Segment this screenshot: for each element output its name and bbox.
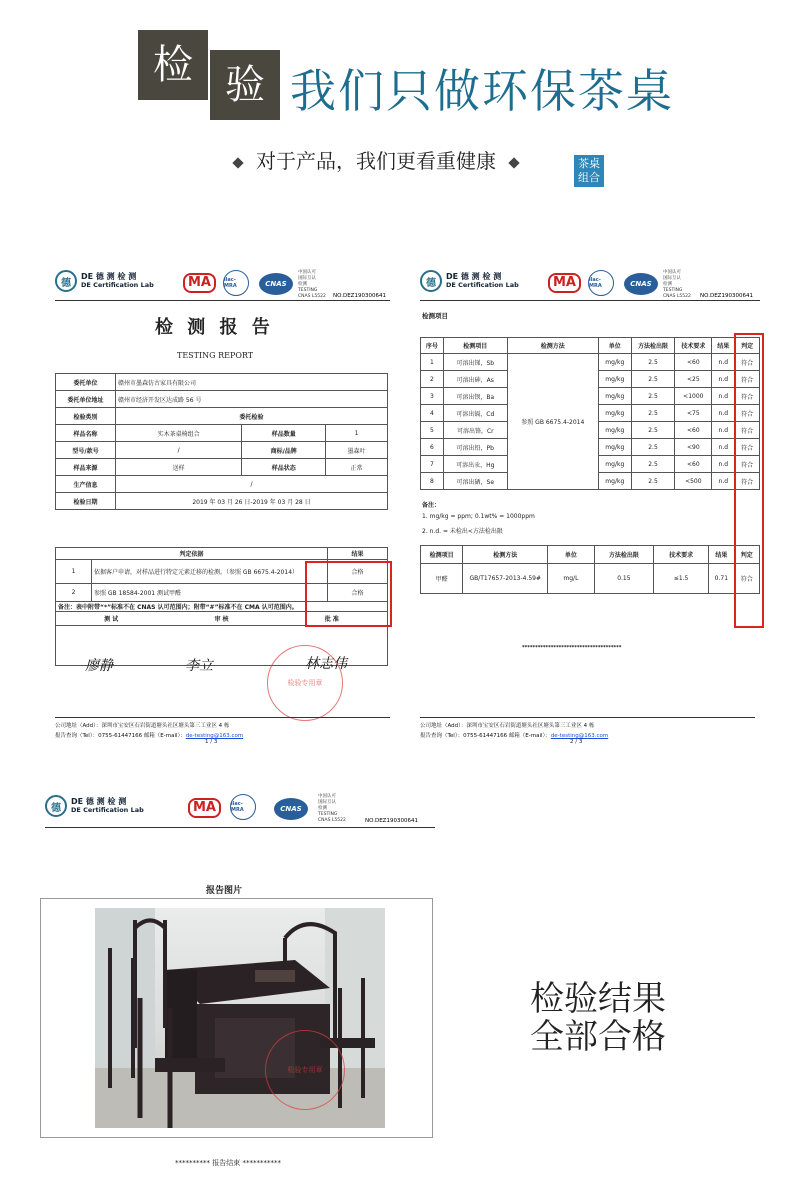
note-1: 1. mg/kg = ppm; 0.1wt% = 1000ppm (422, 513, 535, 520)
lab-name-cn: DE 德 测 检 测 (81, 272, 137, 281)
page-number: 2 / 3 (570, 739, 583, 745)
report-number: NO.DEZ190300641 (365, 818, 418, 824)
header-block-1: 检 (138, 30, 208, 100)
ilac-mra-logo: ilac-MRA (223, 270, 249, 296)
ilac-mra-logo: ilac-MRA (588, 270, 614, 296)
email-link[interactable]: de-testing@163.com (185, 733, 244, 739)
cnas-text: 中国认可 国际互认 检测 TESTING CNAS L5522 (663, 270, 691, 299)
de-logo-icon: 德 (55, 270, 77, 292)
tea-table-illustration (95, 908, 385, 1128)
inspection-seal: 检验专用章 (267, 645, 343, 721)
diamond-icon (508, 157, 519, 168)
result-line-2: 全部合格 (530, 1017, 666, 1057)
signature-reviewer: 李立 (185, 658, 213, 674)
lab-name-en: DE Certification Lab (81, 281, 154, 289)
cnas-logo: CNAS (259, 273, 293, 295)
cma-logo: MA (188, 798, 221, 818)
cnas-logo: CNAS (624, 273, 658, 295)
end-stars: ************************************** (522, 645, 622, 651)
signature-approver: 林志伟 (305, 656, 347, 672)
subtitle-text: 对于产品，我们更看重健康 (256, 149, 496, 173)
report-number: NO.DEZ190300641 (333, 293, 386, 299)
lab-logo (420, 270, 519, 292)
brand-seal: 茶桌组合 (574, 155, 604, 187)
footer-address: 公司地址（Add）：深圳市宝安区石岩街道塘头社区塘头第三工业区 4 栋 (420, 723, 595, 729)
section-title: 检测项目 (422, 312, 448, 320)
cnas-logo: CNAS (274, 798, 308, 820)
ilac-mra-logo: ilac-MRA (230, 794, 256, 820)
result-highlight-box (305, 561, 392, 627)
footer-address: 公司地址（Add）：深圳市宝安区石岩街道塘头社区塘头第三工业区 4 栋 (55, 723, 230, 729)
photo-section-title: 报告图片 (206, 886, 243, 896)
lab-name-cn: DE 德 测 检 测 (71, 797, 127, 806)
lab-name-en: DE Certification Lab (71, 806, 144, 814)
report-end: ********** 报告结束 *********** (175, 1159, 281, 1167)
page-title: 我们只做环保茶桌 (290, 64, 674, 118)
diamond-icon (232, 157, 243, 168)
page-number: 1 / 3 (205, 739, 218, 745)
signature-tester: 廖静 (85, 658, 113, 674)
product-photo (95, 908, 385, 1128)
email-link[interactable]: de-testing@163.com (550, 733, 609, 739)
lab-name-cn: DE 德 测 检 测 (446, 272, 502, 281)
inspection-seal: 检验专用章 (265, 1030, 345, 1110)
info-table: 委托单位 赣州市墨森仿古家具有限公司 委托单位地址 赣州市经济开发区达成路 56 号 检验类别 委托检验 样品名称 实木茶桌椅组合 样品数量 1 型号/款号 / 商标/品牌 墨森叶 样品来源 送样 样品状态 正常 生产信息 / 检验日期 2019 年 03 月 26 日-2019 年 03 月 28 日 (55, 373, 388, 510)
header-block-2: 验 (210, 50, 280, 120)
de-logo-icon: 德 (45, 795, 67, 817)
report-page-3 (40, 790, 440, 1180)
cnas-text: 中国认可 国际互认 检测 TESTING CNAS L5522 (298, 270, 326, 299)
result-line-1: 检验结果 (530, 979, 666, 1019)
result-text (530, 980, 666, 1056)
cma-logo: MA (548, 273, 581, 293)
formaldehyde-table: 检测项目 检测方法 单位 方法检出限 技术要求 结果 判定 甲醛 GB/T17657-2013-4.59# mg/L 0.15 ≤1.5 0.71 符合 (420, 545, 760, 594)
cma-logo: MA (183, 273, 216, 293)
footer-contact: 报告查询（Tel）：0755-61447166 邮箱（E-mail）：de-testing@163.com (55, 733, 244, 739)
report-page-1 (55, 265, 395, 745)
page-subtitle (220, 145, 532, 174)
lab-logo (45, 795, 144, 817)
cnas-text: 中国认可 国际互认 检测 TESTING CNAS L5522 (318, 794, 346, 823)
test-items-table: 序号 检测项目 检测方法 单位 方法检出限 技术要求 结果 判定 1 可溶出锑，Sb 参照 GB 6675.4-2014 mg/kg 2.5 <60 n.d 符合 2 可溶出砷，As mg/kg 2.5 <25 n.d 符合 3 可溶出钡，Ba mg/kg 2.5 <1000 n.d 符合 4 可溶出镉，Cd mg/kg 2.5 <75 n.d 符合 5 可溶出铬，Cr mg/kg 2.5 <60 n.d 符合 6 可溶出铅，Pb mg/kg 2.5 <90 n.d 符合 7 可溶出汞，Hg mg/kg 2.5 <60 n.d 符合 8 可溶出硒，Se mg/kg 2.5 <500 n.d 符合 (420, 337, 760, 490)
de-logo-icon: 德 (420, 270, 442, 292)
report-number: NO.DEZ190300641 (700, 293, 753, 299)
report-page-2 (420, 265, 765, 745)
report-subtitle: TESTING REPORT (177, 351, 254, 360)
basis-table: 判定依据 结果 1 依据客户申请，对样品进行特定元素迁移的检测。（参照 GB 6675.4-2014） 合格 2 参照 GB 18584-2001 测试甲醛 合格 备注：表中附带“*”标准不在 CNAS 认可范围内；附带“#”标准不在 CMA 认可范围内。 测 试 审 核 批 准 (55, 547, 388, 666)
report-title: 检 测 报 告 (155, 317, 274, 338)
footer-contact: 报告查询（Tel）：0755-61447166 邮箱（E-mail）：de-testing@163.com (420, 733, 609, 739)
lab-name-en: DE Certification Lab (446, 281, 519, 289)
lab-logo (55, 270, 154, 292)
judgement-highlight-box (734, 333, 764, 628)
notes-title: 备注： (422, 502, 441, 509)
note-2: 2. n.d. = 未检出<方法检出限 (422, 528, 503, 535)
